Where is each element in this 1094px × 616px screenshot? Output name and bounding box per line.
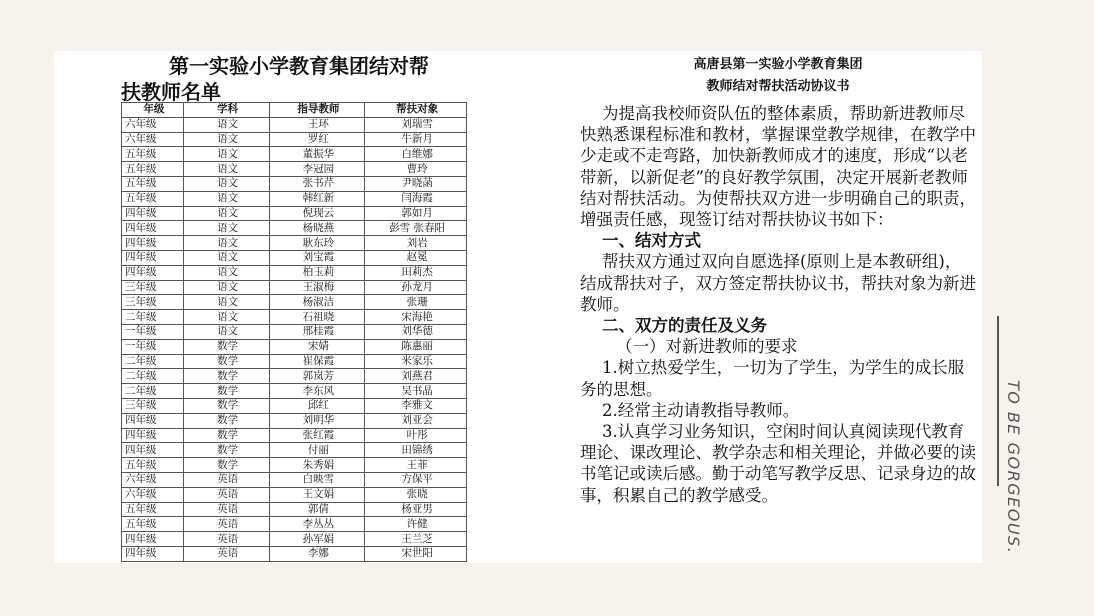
cell-subject: 语文 (183, 310, 269, 325)
list-title-line2: 扶教师名单 (121, 80, 221, 104)
cell-subject: 语文 (183, 191, 269, 206)
cell-mentor: 李东风 (269, 384, 365, 399)
cell-mentor: 邢桂霞 (269, 324, 365, 339)
cell-subject: 语文 (183, 117, 269, 132)
cell-mentee: 闫海霞 (365, 191, 467, 206)
cell-mentor: 李娜 (269, 546, 365, 561)
table-row (122, 458, 467, 473)
cell-grade: 四年级 (122, 413, 184, 428)
cell-grade: 五年级 (122, 176, 184, 191)
cell-mentee: 田莉杰 (365, 265, 467, 280)
cell-subject: 数学 (183, 413, 269, 428)
cell-subject: 数学 (183, 354, 269, 369)
cell-subject: 数学 (183, 369, 269, 384)
cell-mentee: 方保平 (365, 472, 467, 487)
cell-mentee: 杨亚男 (365, 502, 467, 517)
cell-mentor: 郭岚芳 (269, 369, 365, 384)
table-row (122, 162, 467, 177)
cell-grade: 四年级 (122, 428, 184, 443)
cell-mentee: 彭雪 张春阳 (365, 221, 467, 236)
cell-grade: 六年级 (122, 472, 184, 487)
cell-mentor: 王淑梅 (269, 280, 365, 295)
cell-mentor: 王环 (269, 117, 365, 132)
cell-mentor: 李冠园 (269, 162, 365, 177)
cell-mentee: 许健 (365, 517, 467, 532)
cell-grade: 四年级 (122, 546, 184, 561)
table-row (122, 502, 467, 517)
cell-grade: 四年级 (122, 265, 184, 280)
table-row (122, 413, 467, 428)
cell-mentor: 刘明华 (269, 413, 365, 428)
cell-grade: 三年级 (122, 398, 184, 413)
cell-mentor: 宋婧 (269, 339, 365, 354)
cell-mentee: 郭如月 (365, 206, 467, 221)
table-header-row (122, 103, 467, 118)
cell-subject: 英语 (183, 517, 269, 532)
cell-grade: 四年级 (122, 221, 184, 236)
cell-mentor: 柏玉莉 (269, 265, 365, 280)
cell-subject: 语文 (183, 221, 269, 236)
cell-grade: 五年级 (122, 162, 184, 177)
cell-subject: 英语 (183, 546, 269, 561)
agreement-intro: 为提高我校师资队伍的整体素质，帮助新进教师尽快熟悉课程标准和教材，掌握课堂教学规律，在教学中少走或不走弯路，加快新教师成才的速度，形成“以老带新，以新促老”的良好教学氛围，决定开展新老教师结对帮扶活动。为使帮扶双方进一步明确自己的职责，增强责任感，现签订结对帮扶协议书如下： (580, 104, 976, 230)
cell-mentor: 董振华 (269, 147, 365, 162)
cell-subject: 语文 (183, 162, 269, 177)
header-subject: 学科 (183, 103, 269, 118)
cell-mentor: 张红霞 (269, 428, 365, 443)
cell-grade: 四年级 (122, 250, 184, 265)
cell-grade: 五年级 (122, 458, 184, 473)
table-row (122, 354, 467, 369)
cell-mentee: 刘华德 (365, 324, 467, 339)
cell-grade: 六年级 (122, 487, 184, 502)
cell-grade: 四年级 (122, 236, 184, 251)
cell-subject: 英语 (183, 472, 269, 487)
section2-title: 二、双方的责任及义务 (602, 316, 767, 336)
cell-subject: 英语 (183, 502, 269, 517)
table-row (122, 280, 467, 295)
cell-mentor: 罗红 (269, 132, 365, 147)
cell-mentee: 曹玲 (365, 162, 467, 177)
cell-grade: 五年级 (122, 191, 184, 206)
table-row (122, 472, 467, 487)
cell-subject: 数学 (183, 428, 269, 443)
cell-grade: 四年级 (122, 206, 184, 221)
cell-grade: 五年级 (122, 517, 184, 532)
cell-grade: 四年级 (122, 443, 184, 458)
section1-body: 帮扶双方通过双向自愿选择(原则上是本教研组)，结成帮扶对子，双方签定帮扶协议书，帮扶对象为新进教师。 (580, 252, 976, 314)
table-row (122, 206, 467, 221)
requirement-item-3: 3.认真学习业务知识，空闲时间认真阅读现代教育理论、课改理论、教学杂志和相关理论，并做必要的读书笔记或读后感。勤于动笔写教学反思、记录身边的故事，积累自己的教学感受。 (580, 422, 976, 505)
table-row (122, 443, 467, 458)
cell-mentor: 王文娟 (269, 487, 365, 502)
header-grade: 年级 (122, 103, 184, 118)
cell-mentee: 宋海艳 (365, 310, 467, 325)
cell-mentee: 张晓 (365, 487, 467, 502)
table-row (122, 265, 467, 280)
cell-mentor: 李丛丛 (269, 517, 365, 532)
cell-grade: 二年级 (122, 384, 184, 399)
cell-subject: 语文 (183, 147, 269, 162)
cell-grade: 二年级 (122, 354, 184, 369)
cell-subject: 语文 (183, 132, 269, 147)
table-row (122, 132, 467, 147)
cell-mentor: 邱红 (269, 398, 365, 413)
table-row (122, 339, 467, 354)
cell-mentor: 崔保霞 (269, 354, 365, 369)
table-row (122, 191, 467, 206)
cell-mentee: 尹晓菡 (365, 176, 467, 191)
list-title (121, 53, 471, 105)
cell-mentor: 韩红新 (269, 191, 365, 206)
cell-mentee: 刘瑞雪 (365, 117, 467, 132)
side-tagline: TO BE GORGEOUS. (1004, 380, 1023, 555)
cell-mentee: 刘燕君 (365, 369, 467, 384)
table-body (122, 117, 467, 561)
table-row (122, 295, 467, 310)
cell-mentor: 耿东玲 (269, 236, 365, 251)
table-row (122, 532, 467, 547)
cell-grade: 二年级 (122, 369, 184, 384)
cell-subject: 英语 (183, 487, 269, 502)
cell-mentee: 刘岩 (365, 236, 467, 251)
cell-mentor: 白映雪 (269, 472, 365, 487)
table-row (122, 398, 467, 413)
cell-grade: 二年级 (122, 310, 184, 325)
header-mentor: 指导教师 (269, 103, 365, 118)
table-row (122, 250, 467, 265)
cell-subject: 数学 (183, 339, 269, 354)
cell-mentor: 石祖晓 (269, 310, 365, 325)
cell-subject: 语文 (183, 265, 269, 280)
table-row (122, 428, 467, 443)
cell-subject: 语文 (183, 295, 269, 310)
cell-mentee: 李雅文 (365, 398, 467, 413)
cell-mentee: 白维娜 (365, 147, 467, 162)
cell-mentee: 王兰芝 (365, 532, 467, 547)
list-title-line1: 第一实验小学教育集团结对帮 (169, 54, 429, 78)
table-row (122, 117, 467, 132)
cell-grade: 六年级 (122, 117, 184, 132)
table-row (122, 221, 467, 236)
cell-subject: 语文 (183, 280, 269, 295)
table-row (122, 147, 467, 162)
cell-mentee: 米家乐 (365, 354, 467, 369)
cell-subject: 英语 (183, 532, 269, 547)
cell-mentee: 张珊 (365, 295, 467, 310)
agreement-heading-school: 高唐县第一实验小学教育集团 (693, 57, 863, 72)
cell-mentor: 付丽 (269, 443, 365, 458)
cell-mentee: 陈惠丽 (365, 339, 467, 354)
table-row (122, 324, 467, 339)
cell-grade: 六年级 (122, 132, 184, 147)
section2-subtitle: （一）对新进教师的要求 (616, 337, 798, 357)
cell-mentee: 牛新月 (365, 132, 467, 147)
cell-mentee: 吴书晶 (365, 384, 467, 399)
cell-subject: 数学 (183, 384, 269, 399)
cell-grade: 四年级 (122, 532, 184, 547)
cell-mentor: 朱秀娟 (269, 458, 365, 473)
table-row (122, 176, 467, 191)
cell-mentor: 杨淑洁 (269, 295, 365, 310)
cell-mentor: 倪现云 (269, 206, 365, 221)
cell-mentor: 张书芹 (269, 176, 365, 191)
document-page (54, 51, 982, 563)
tagline-divider (997, 316, 999, 486)
cell-mentee: 孙龙月 (365, 280, 467, 295)
table-row (122, 384, 467, 399)
teacher-pairing-list (54, 51, 474, 563)
table-row (122, 369, 467, 384)
cell-mentee: 叶彤 (365, 428, 467, 443)
table-row (122, 487, 467, 502)
agreement-heading-title: 教师结对帮扶活动协议书 (706, 79, 850, 94)
table-row (122, 310, 467, 325)
cell-subject: 语文 (183, 206, 269, 221)
cell-mentee: 王菲 (365, 458, 467, 473)
header-mentee: 帮扶对象 (365, 103, 467, 118)
table-row (122, 236, 467, 251)
cell-mentee: 赵冕 (365, 250, 467, 265)
cell-subject: 数学 (183, 458, 269, 473)
cell-subject: 语文 (183, 236, 269, 251)
table-row (122, 517, 467, 532)
cell-grade: 三年级 (122, 280, 184, 295)
cell-grade: 三年级 (122, 295, 184, 310)
cell-subject: 数学 (183, 398, 269, 413)
cell-mentor: 杨晓燕 (269, 221, 365, 236)
cell-mentee: 田锦绣 (365, 443, 467, 458)
cell-grade: 五年级 (122, 147, 184, 162)
cell-subject: 数学 (183, 443, 269, 458)
cell-subject: 语文 (183, 176, 269, 191)
cell-subject: 语文 (183, 250, 269, 265)
cell-mentee: 刘亚会 (365, 413, 467, 428)
agreement-document (580, 51, 976, 563)
section1-title: 一、结对方式 (602, 231, 701, 251)
table-row (122, 546, 467, 561)
cell-mentee: 宋世阳 (365, 546, 467, 561)
requirement-item-1: 1.树立热爱学生，一切为了学生，为学生的成长服务的思想。 (580, 358, 965, 399)
cell-grade: 一年级 (122, 339, 184, 354)
requirement-item-2: 2.经常主动请教指导教师。 (602, 400, 800, 420)
cell-mentor: 刘宝霞 (269, 250, 365, 265)
cell-subject: 语文 (183, 324, 269, 339)
cell-grade: 一年级 (122, 324, 184, 339)
cell-mentor: 孙军娟 (269, 532, 365, 547)
cell-mentor: 郭倩 (269, 502, 365, 517)
cell-grade: 五年级 (122, 502, 184, 517)
pairing-table (121, 102, 467, 562)
